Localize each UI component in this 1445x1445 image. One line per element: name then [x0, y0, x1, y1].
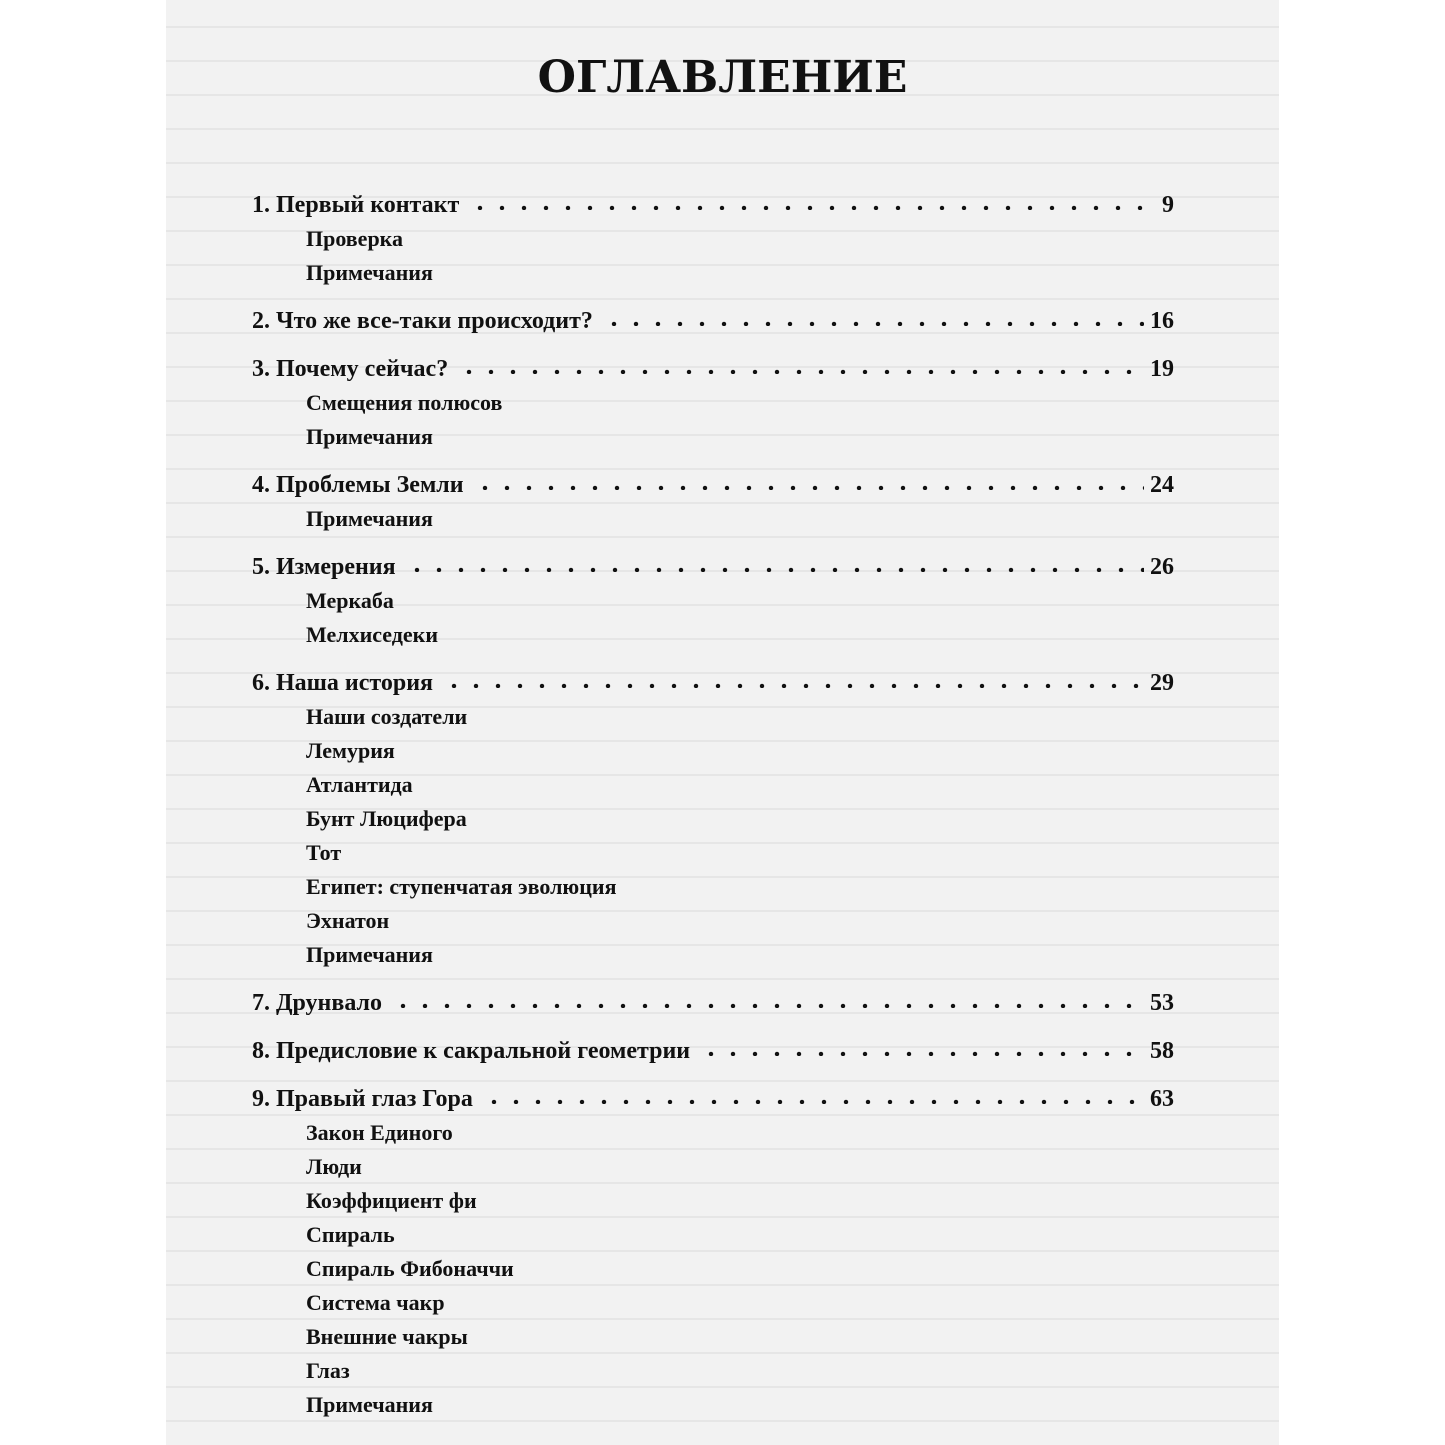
chapter-title: 5. Измерения — [252, 554, 396, 580]
dot-leader — [603, 314, 1144, 326]
toc-subsection: Наши создатели — [306, 704, 468, 729]
chapter-page-number: 29 — [1150, 670, 1174, 696]
chapter-gap — [252, 536, 1174, 550]
toc-chapter — [252, 550, 1174, 584]
toc-subsection: Мелхиседеки — [306, 622, 439, 647]
chapter-title: 1. Первый контакт — [252, 192, 460, 218]
chapter-title: 2. Что же все-таки происходит? — [252, 308, 593, 334]
toc-subsection: Закон Единого — [306, 1120, 453, 1145]
chapter-title: 6. Наша история — [252, 670, 434, 696]
chapter-page-number: 58 — [1150, 1038, 1174, 1064]
chapter-gap — [252, 972, 1174, 986]
toc-subsection: Коэффициент фи — [306, 1188, 477, 1213]
toc-chapter — [252, 304, 1174, 338]
page-title: ОГЛАВЛЕНИЕ — [537, 52, 908, 103]
toc-subsection: Египет: ступенчатая эволюция — [306, 874, 617, 899]
dot-leader — [443, 676, 1144, 688]
toc-chapter — [252, 666, 1174, 700]
toc-subsection: Спираль Фибоначчи — [306, 1256, 514, 1281]
dot-leader — [392, 996, 1144, 1008]
toc-subsection: Атлантида — [306, 772, 413, 797]
chapter-title: 4. Проблемы Земли — [252, 472, 464, 498]
toc-subsection: Смещения полюсов — [306, 390, 503, 415]
chapter-gap — [252, 1020, 1174, 1034]
chapter-page-number: 24 — [1150, 472, 1174, 498]
chapter-page-number: 19 — [1150, 356, 1174, 382]
toc-subsection: Примечания — [306, 424, 433, 449]
toc-subsection: Проверка — [306, 226, 404, 251]
toc-subsection: Меркаба — [306, 588, 394, 613]
chapter-gap — [252, 454, 1174, 468]
toc-subsection: Примечания — [306, 1392, 433, 1417]
toc-subsection: Примечания — [306, 942, 433, 967]
toc-chapter — [252, 1034, 1174, 1068]
chapter-title: 3. Почему сейчас? — [252, 356, 449, 382]
toc-chapter — [252, 1082, 1174, 1116]
book-page — [166, 0, 1279, 1445]
dot-leader — [483, 1092, 1144, 1104]
chapter-gap — [252, 290, 1174, 304]
dot-leader — [474, 478, 1144, 490]
toc-subsection: Глаз — [306, 1358, 350, 1383]
chapter-title: 8. Предисловие к сакральной геометрии — [252, 1038, 691, 1064]
toc-subsection: Люди — [306, 1154, 362, 1179]
dot-leader — [406, 560, 1144, 572]
dot-leader — [469, 198, 1146, 210]
chapter-page-number: 26 — [1150, 554, 1174, 580]
chapter-gap — [252, 1068, 1174, 1082]
toc-subsection: Примечания — [306, 260, 433, 285]
toc-subsection: Тот — [306, 840, 342, 865]
toc-chapter — [252, 468, 1174, 502]
toc-subsection: Бунт Люцифера — [306, 806, 467, 831]
toc-subsection: Спираль — [306, 1222, 395, 1247]
chapter-gap — [252, 652, 1174, 666]
table-of-contents — [252, 188, 1174, 1422]
toc-chapter — [252, 986, 1174, 1020]
chapter-title: 9. Правый глаз Гора — [252, 1086, 473, 1112]
chapter-page-number: 63 — [1150, 1086, 1174, 1112]
toc-subsection: Лемурия — [306, 738, 395, 763]
chapter-title: 7. Друнвало — [252, 990, 383, 1016]
toc-subsection: Примечания — [306, 506, 433, 531]
dot-leader — [700, 1044, 1144, 1056]
chapter-page-number: 53 — [1150, 990, 1174, 1016]
dot-leader — [458, 362, 1144, 374]
chapter-page-number: 16 — [1150, 308, 1174, 334]
chapter-page-number: 9 — [1162, 192, 1174, 218]
toc-subsection: Система чакр — [306, 1290, 445, 1315]
toc-chapter — [252, 352, 1174, 386]
toc-subsection: Эхнатон — [306, 908, 390, 933]
toc-chapter — [252, 188, 1174, 222]
toc-subsection: Внешние чакры — [306, 1324, 468, 1349]
chapter-gap — [252, 338, 1174, 352]
